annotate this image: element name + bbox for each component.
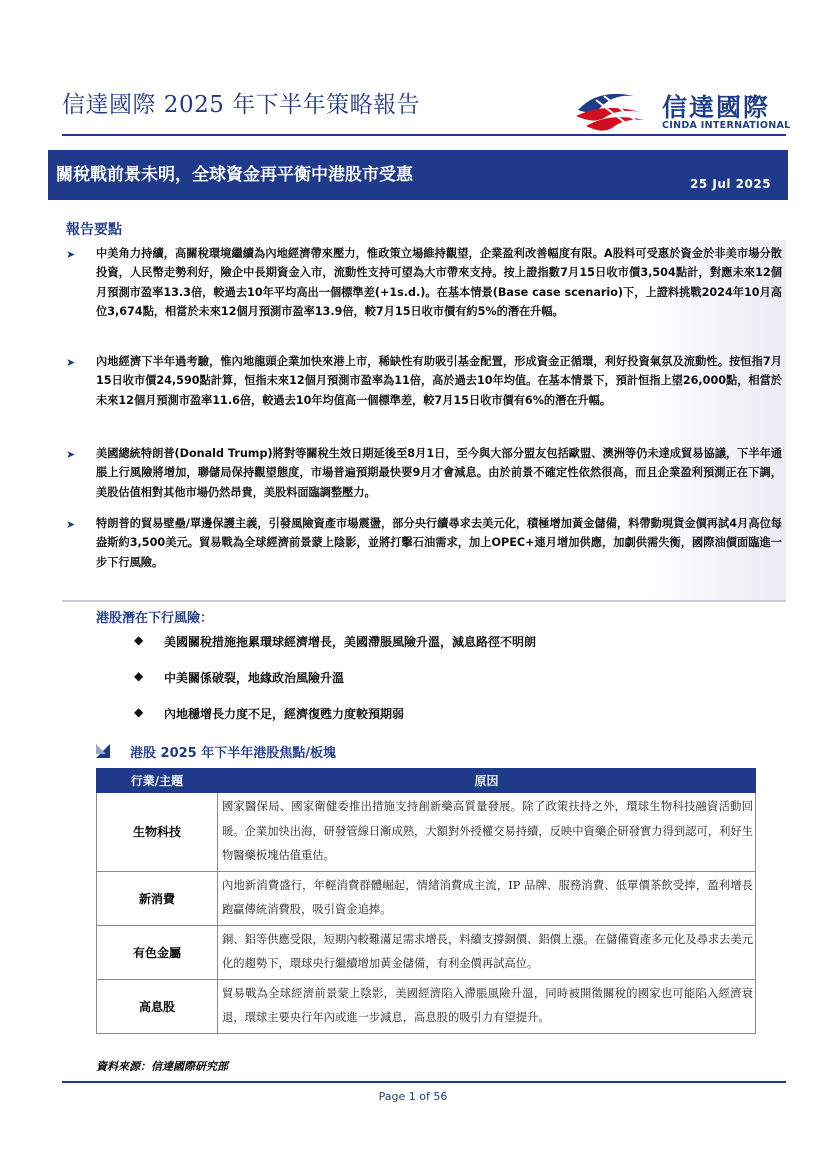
table-row — [97, 871, 756, 925]
table-header-row — [97, 769, 756, 793]
page-number: Page 1 of 56 — [378, 1090, 448, 1103]
column-header-sector: 行業/主題 — [97, 769, 218, 793]
reason-cell: 貿易戰為全球經濟前景蒙上陰影，美國經濟陷入滯脹風險升溫，同時被開徵關稅的國家也可能陷入經濟衰退，環球主要央行年內或進一步減息，高息股的吸引力有望提升。 — [218, 979, 756, 1033]
sector-cell: 新消費 — [97, 871, 218, 925]
diamond-bullet-icon: ◆ — [134, 633, 144, 647]
diamond-bullet-icon: ◆ — [134, 669, 144, 683]
source-note: 資料來源：信達國際研究部 — [96, 1060, 228, 1073]
reason-cell: 銅、鋁等供應受限，短期內較難滿足需求增長，料續支撐銅價、鋁價上漲。在儲備資產多元化及尋求去美元化的趨勢下，環球央行繼續增加黃金儲備，有利金價再試高位。 — [218, 925, 756, 979]
risks-heading: 港股潛在下行風險： — [96, 611, 214, 626]
sector-table — [96, 768, 756, 1034]
highlight-item: 中美角力持續，高關稅環境繼續為內地經濟帶來壓力，惟政策立場維持觀望，企業盈利改善幅度有限。A股料可受惠於資金於非美市場分散投資，人民幣走勢利好，險企中長期資金入市，流動性支持可望為大市帶來支持。按上證指數7月15日收市價3,504點計，對應未來12個月預測市盈率13.3倍，較過去10年平均高出一個標準差(+1s.d.)。在基本情景(Base case scenario)下，上證料挑戰2024年10月高位3,674點，相當於未來12個月預測市盈率13.9倍，較7月15日收市價有約5%的潛在升幅。 — [96, 247, 782, 318]
table-row — [97, 793, 756, 872]
arrow-bullet-icon: ➤ — [66, 448, 76, 461]
triangle-marker-icon — [96, 744, 110, 758]
report-title: 信達國際 2025 年下半年策略報告 — [62, 92, 421, 118]
highlights-heading: 報告要點 — [66, 222, 122, 238]
highlights-panel-shadow — [62, 600, 786, 602]
diamond-bullet-icon: ◆ — [134, 705, 144, 719]
arrow-bullet-icon: ➤ — [66, 356, 76, 369]
arrow-bullet-icon: ➤ — [66, 518, 76, 531]
highlight-item: 內地經濟下半年過考驗，惟內地龍頭企業加快來港上市，稀缺性有助吸引基金配置，形成資金正循環，利好投資氣氛及流動性。按恒指7月15日收市價24,590點計算，恒指未來12個月預測市盈率為11倍，高於過去10年均值。在基本情景下，預計恒指上望26,000點，相當於未來12個月預測市盈率11.6倍，較過去10年均值高一個標準差，較7月15日收市價有6%的潛在升幅。 — [96, 355, 782, 407]
table-row — [97, 979, 756, 1033]
sector-cell: 生物科技 — [97, 793, 218, 872]
logo-english-name: CINDA INTERNATIONAL — [662, 120, 791, 131]
report-date: 25 Jul 2025 — [690, 177, 772, 191]
sector-cell: 高息股 — [97, 979, 218, 1033]
logo-swoosh — [576, 94, 644, 131]
highlight-item: 美國總統特朗普(Donald Trump)將對等關稅生效日期延後至8月1日，至今與大部分盟友包括歐盟、澳洲等仍未達成貿易協議，下半年通脹上行風險將增加，聯儲局保持觀望態度，市場普遍預期最快要9月才會減息。由於前景不確定性依然很高，而且企業盈利預測正在下調，美股估值相對其他市場仍然昂貴，美股料面臨調整壓力。 — [96, 447, 782, 499]
column-header-reason: 原因 — [218, 769, 756, 793]
header-divider — [62, 134, 786, 136]
reason-cell: 內地新消費盛行，年輕消費群體崛起，情緒消費成主流，IP 品牌、服務消費、低單價茶飲受捧，盈利增長跑贏傳統消費股，吸引資金追捧。 — [218, 871, 756, 925]
sector-cell: 有色金屬 — [97, 925, 218, 979]
risk-item: 中美關係破裂，地緣政治風險升溫 — [164, 671, 345, 685]
logo-chinese-name: 信達國際 — [662, 93, 771, 122]
risk-item: 內地穩增長力度不足，經濟復甦力度較預期弱 — [164, 707, 405, 721]
table-row — [97, 925, 756, 979]
reason-cell: 國家醫保局、國家衛健委推出措施支持創新藥高質量發展。除了政策扶持之外，環球生物科技融資活動回暖。企業加快出海，研發管線日漸成熟，大額對外授權交易持續，反映中資藥企研發實力得到認可，利好生物醫藥板塊估值重估。 — [218, 793, 756, 872]
highlight-item: 特朗普的貿易壁壘/單邊保護主義，引發風險資產市場震盪，部分央行續尋求去美元化，積極增加黃金儲備，料帶動現貨金價再試4月高位每盎斯約3,500美元。貿易戰為全球經濟前景蒙上陰影，並將打擊石油需求，加上OPEC+連月增加供應，加劇供需失衡，國際油價面臨進一步下行風險。 — [96, 517, 782, 569]
sector-table-heading: 港股 2025 年下半年港股焦點/板塊 — [130, 746, 336, 761]
arrow-bullet-icon: ➤ — [66, 248, 76, 261]
banner-title: 關稅戰前景未明，全球資金再平衡中港股市受惠 — [56, 165, 413, 185]
footer-divider — [62, 1081, 786, 1083]
risk-item: 美國關稅措施拖累環球經濟增長，美國滯脹風險升溫，減息路徑不明朗 — [164, 635, 537, 649]
